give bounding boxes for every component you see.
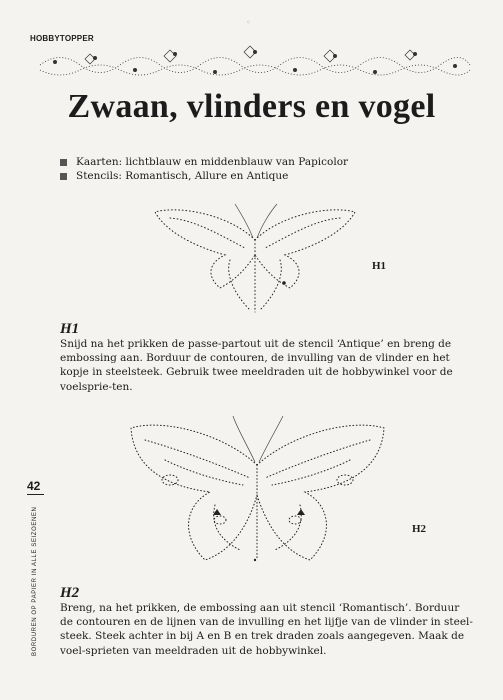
spine-text-container <box>32 506 41 662</box>
page-number: 42 <box>27 479 41 493</box>
floral-border-icon <box>30 40 478 90</box>
page-number-divider <box>27 494 44 495</box>
section-heading-h1: H1 <box>60 321 80 337</box>
section-header: HOBBYTOPPER <box>30 34 94 43</box>
butterfly-h1-pattern-icon <box>150 200 360 320</box>
section-text-h2: Breng, na het prikken, de embossing aan uit stencil ‘Romantisch’. Borduur de contouren en de lijnen van de invulling en het lijfje van de vlinder in steel-steek. Steek achter in bij A en B en trek draden zoals aangegeven. Maak de voel-sprieten van meeldraden uit de hobbywinkel. <box>60 602 473 657</box>
spine-text: BORDUREN OP PAPIER IN ALLE SEIZOENEN <box>32 506 38 656</box>
figure-label-h1: H1 <box>372 260 387 272</box>
figure-label-h2: H2 <box>412 523 427 535</box>
butterfly-h2-pattern-icon <box>125 410 390 575</box>
materials-list <box>60 155 348 183</box>
list-item: Kaarten: lichtblauw en middenblauw van Papicolor <box>60 155 348 169</box>
top-mark: ◦ <box>246 18 251 27</box>
page-title: Zwaan, vlinders en vogel <box>67 88 436 125</box>
list-item: Stencils: Romantisch, Allure en Antique <box>60 169 348 183</box>
section-text-h1: Snijd na het prikken de passe-partout uit de stencil ‘Antique’ en breng de embossing aan. Borduur de contouren, de invulling van de vlinder en het kopje in steelsteek. Gebruik twee meeldraden uit de hobbywinkel voor de voelsprie-ten. <box>60 338 453 393</box>
section-heading-h2: H2 <box>60 585 80 601</box>
